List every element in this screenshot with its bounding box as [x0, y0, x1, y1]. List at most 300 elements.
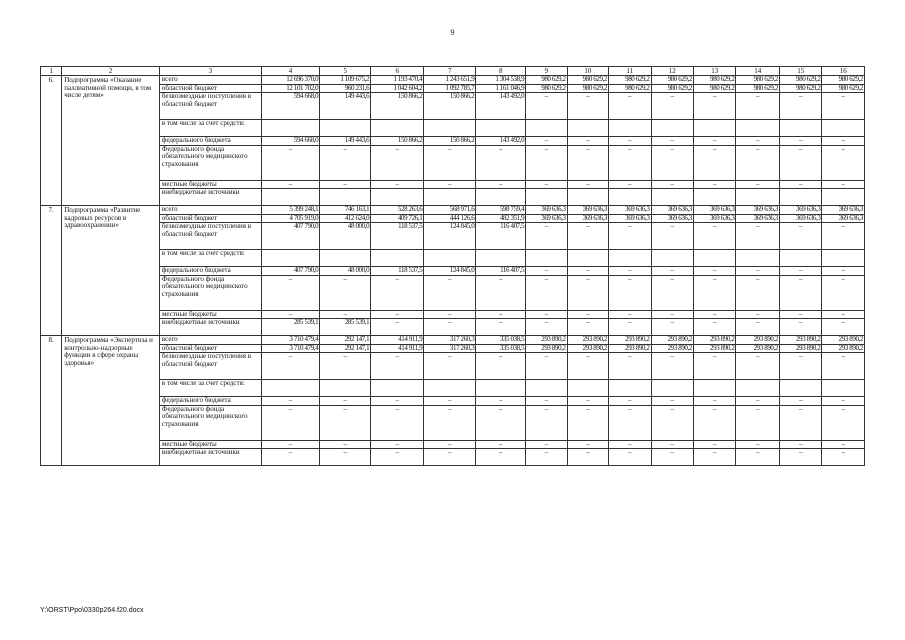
value-cell [779, 380, 821, 397]
value-cell [371, 120, 424, 137]
value-cell: – [779, 180, 821, 189]
value-cell: 292 147,1 [320, 336, 371, 345]
value-cell: – [736, 449, 780, 466]
value-cell: – [651, 319, 693, 336]
value-cell: – [526, 180, 567, 189]
value-cell: – [476, 275, 526, 310]
column-header-1: 1 [41, 67, 62, 76]
value-cell: – [609, 449, 651, 466]
value-cell: – [476, 440, 526, 449]
value-cell: 335 038,5 [476, 336, 526, 345]
value-cell [609, 189, 651, 206]
value-cell [424, 120, 476, 137]
value-cell [320, 380, 371, 397]
value-cell: 960 231,6 [320, 84, 371, 93]
value-cell: 414 911,9 [371, 336, 424, 345]
value-cell: 48 000,0 [320, 267, 371, 276]
value-cell: – [424, 180, 476, 189]
table-row [41, 380, 865, 397]
value-cell [526, 120, 567, 137]
page-number: 9 [450, 28, 455, 37]
value-cell: – [526, 137, 567, 146]
value-cell: – [371, 397, 424, 406]
value-cell: 293 890,2 [609, 344, 651, 353]
column-number-header [41, 67, 865, 76]
column-header-9: 9 [526, 67, 567, 76]
table-row [41, 405, 865, 440]
value-cell [609, 380, 651, 397]
subprogram-name: Подпрограмма «Оказание паллиативной помощи, в том числе детям» [62, 76, 160, 206]
value-cell: 369 636,3 [779, 214, 821, 223]
value-cell [261, 189, 319, 206]
value-cell [651, 250, 693, 267]
value-cell: – [371, 449, 424, 466]
value-cell: – [261, 397, 319, 406]
value-cell [567, 120, 608, 137]
value-cell: 292 147,1 [320, 344, 371, 353]
table-row [41, 93, 865, 120]
value-cell [567, 250, 608, 267]
value-cell: 980 629,2 [651, 84, 693, 93]
funding-source-label: всего [159, 336, 261, 345]
value-cell: – [693, 319, 735, 336]
funding-source-label: местные бюджеты [159, 440, 261, 449]
value-cell: 980 629,2 [609, 84, 651, 93]
value-cell: – [609, 310, 651, 319]
value-cell: – [822, 310, 865, 319]
value-cell: – [609, 145, 651, 180]
value-cell: 317 260,3 [424, 344, 476, 353]
value-cell: 980 629,2 [779, 84, 821, 93]
value-cell: – [609, 137, 651, 146]
value-cell: – [651, 353, 693, 380]
value-cell: – [651, 137, 693, 146]
value-cell: 149 443,6 [320, 93, 371, 120]
value-cell: 980 629,2 [822, 76, 865, 85]
value-cell [476, 380, 526, 397]
value-cell: 124 845,0 [424, 267, 476, 276]
value-cell: 116 407,5 [476, 267, 526, 276]
value-cell: 1 109 675,2 [320, 76, 371, 85]
value-cell: – [567, 405, 608, 440]
value-cell: – [526, 223, 567, 250]
value-cell: – [424, 319, 476, 336]
value-cell: – [567, 353, 608, 380]
budget-table [40, 66, 865, 466]
value-cell: – [476, 180, 526, 189]
value-cell: – [261, 449, 319, 466]
value-cell: – [320, 353, 371, 380]
value-cell: – [476, 145, 526, 180]
value-cell: – [822, 275, 865, 310]
value-cell: 980 629,2 [651, 76, 693, 85]
value-cell: – [567, 267, 608, 276]
value-cell: – [609, 180, 651, 189]
value-cell: – [779, 223, 821, 250]
value-cell: – [567, 223, 608, 250]
value-cell: 369 636,3 [822, 214, 865, 223]
value-cell [736, 189, 780, 206]
value-cell: – [609, 93, 651, 120]
value-cell: 1 042 604,2 [371, 84, 424, 93]
value-cell [779, 189, 821, 206]
value-cell: – [736, 397, 780, 406]
value-cell: 369 636,3 [693, 206, 735, 215]
file-path-footer: Y:\ORST\Ppo\0330p264.f20.docx [40, 607, 144, 614]
value-cell: 980 629,2 [736, 84, 780, 93]
funding-source-label: всего [159, 76, 261, 85]
column-header-6: 6 [371, 67, 424, 76]
value-cell [822, 250, 865, 267]
value-cell: – [526, 449, 567, 466]
value-cell: 407 790,0 [261, 223, 319, 250]
value-cell: – [736, 223, 780, 250]
table-row [41, 344, 865, 353]
value-cell: – [651, 440, 693, 449]
value-cell [261, 380, 319, 397]
value-cell: – [736, 405, 780, 440]
value-cell: – [261, 145, 319, 180]
value-cell [476, 120, 526, 137]
value-cell: 293 890,2 [693, 336, 735, 345]
funding-source-label: федерального бюджета [159, 137, 261, 146]
value-cell: – [779, 275, 821, 310]
value-cell: – [651, 405, 693, 440]
value-cell: – [526, 310, 567, 319]
value-cell: 482 351,9 [476, 214, 526, 223]
column-header-15: 15 [779, 67, 821, 76]
value-cell [567, 189, 608, 206]
value-cell: 293 890,2 [736, 344, 780, 353]
value-cell [609, 250, 651, 267]
subprogram-name: Подпрограмма «Развитие кадровых ресурсов в здравоохранении» [62, 206, 160, 336]
value-cell [261, 120, 319, 137]
value-cell: – [261, 275, 319, 310]
column-header-5: 5 [320, 67, 371, 76]
value-cell [736, 250, 780, 267]
value-cell: – [736, 353, 780, 380]
table-row [41, 275, 865, 310]
value-cell: 369 636,3 [609, 214, 651, 223]
value-cell: – [822, 440, 865, 449]
value-cell: – [261, 353, 319, 380]
value-cell: 1 161 046,9 [476, 84, 526, 93]
value-cell: 293 890,2 [693, 344, 735, 353]
value-cell: – [822, 353, 865, 380]
value-cell: – [779, 310, 821, 319]
value-cell: – [736, 275, 780, 310]
value-cell: – [371, 275, 424, 310]
value-cell: – [693, 440, 735, 449]
funding-source-label: в том числе за счет средств: [159, 250, 261, 267]
value-cell: – [261, 180, 319, 189]
funding-source-label: Федерального фонда обязательного медицинского страхования [159, 145, 261, 180]
section-number: 8. [41, 336, 62, 466]
table-row [41, 214, 865, 223]
value-cell: – [779, 319, 821, 336]
value-cell: – [526, 267, 567, 276]
value-cell: – [693, 267, 735, 276]
value-cell: – [320, 405, 371, 440]
value-cell: 293 890,2 [526, 336, 567, 345]
value-cell: 5 399 248,1 [261, 206, 319, 215]
value-cell [779, 250, 821, 267]
value-cell: 1 193 470,4 [371, 76, 424, 85]
value-cell [736, 120, 780, 137]
funding-source-label: безвозмездные поступления в областной бюджет [159, 223, 261, 250]
value-cell: – [693, 353, 735, 380]
value-cell: 293 890,2 [779, 336, 821, 345]
value-cell: – [693, 449, 735, 466]
value-cell: – [526, 319, 567, 336]
value-cell [371, 189, 424, 206]
value-cell: – [526, 275, 567, 310]
table-row [41, 397, 865, 406]
value-cell: – [476, 310, 526, 319]
value-cell: 568 971,6 [424, 206, 476, 215]
column-header-10: 10 [567, 67, 608, 76]
value-cell [609, 120, 651, 137]
value-cell: – [822, 449, 865, 466]
value-cell: – [609, 267, 651, 276]
value-cell: – [822, 93, 865, 120]
funding-source-label: внебюджетные источники [159, 319, 261, 336]
table-row [41, 180, 865, 189]
value-cell: – [261, 310, 319, 319]
value-cell [822, 380, 865, 397]
value-cell: – [651, 275, 693, 310]
value-cell: 118 537,5 [371, 223, 424, 250]
column-header-2: 2 [62, 67, 160, 76]
value-cell: 48 000,0 [320, 223, 371, 250]
value-cell: 285 539,1 [261, 319, 319, 336]
value-cell: – [567, 397, 608, 406]
value-cell [651, 120, 693, 137]
value-cell: 116 407,5 [476, 223, 526, 250]
value-cell: – [822, 180, 865, 189]
value-cell: – [779, 449, 821, 466]
value-cell: 369 636,3 [567, 214, 608, 223]
value-cell: – [736, 180, 780, 189]
value-cell: – [609, 353, 651, 380]
funding-source-label: в том числе за счет средств: [159, 120, 261, 137]
value-cell: – [609, 319, 651, 336]
value-cell: – [693, 145, 735, 180]
value-cell: – [822, 145, 865, 180]
value-cell: – [567, 310, 608, 319]
value-cell: – [736, 93, 780, 120]
funding-source-label: местные бюджеты [159, 310, 261, 319]
value-cell: 293 890,2 [651, 344, 693, 353]
value-cell: – [371, 310, 424, 319]
funding-source-label: местные бюджеты [159, 180, 261, 189]
value-cell: – [693, 275, 735, 310]
value-cell: – [651, 267, 693, 276]
value-cell: – [371, 145, 424, 180]
value-cell [320, 250, 371, 267]
funding-source-label: внебюджетные источники [159, 189, 261, 206]
table-row [41, 137, 865, 146]
value-cell: – [651, 93, 693, 120]
value-cell: – [609, 223, 651, 250]
table-row [41, 206, 865, 215]
section-number: 6. [41, 76, 62, 206]
value-cell: – [822, 137, 865, 146]
value-cell: 1 243 651,9 [424, 76, 476, 85]
value-cell [693, 250, 735, 267]
value-cell: 124 845,0 [424, 223, 476, 250]
value-cell: – [651, 223, 693, 250]
column-header-14: 14 [736, 67, 780, 76]
value-cell: – [526, 145, 567, 180]
value-cell: – [693, 310, 735, 319]
value-cell: – [320, 397, 371, 406]
section-number: 7. [41, 206, 62, 336]
value-cell: – [424, 275, 476, 310]
value-cell: – [476, 397, 526, 406]
value-cell [320, 189, 371, 206]
value-cell [693, 189, 735, 206]
table-row [41, 189, 865, 206]
value-cell: – [476, 353, 526, 380]
value-cell: – [371, 353, 424, 380]
value-cell: – [609, 440, 651, 449]
value-cell: 369 636,3 [567, 206, 608, 215]
value-cell: – [609, 405, 651, 440]
value-cell: 3 710 479,4 [261, 336, 319, 345]
value-cell: 598 759,4 [476, 206, 526, 215]
value-cell: – [476, 319, 526, 336]
value-cell: – [567, 93, 608, 120]
value-cell [261, 250, 319, 267]
value-cell: 150 866,2 [371, 93, 424, 120]
value-cell: 293 890,2 [567, 336, 608, 345]
value-cell [424, 189, 476, 206]
value-cell: 293 890,2 [822, 344, 865, 353]
value-cell: 528 263,6 [371, 206, 424, 215]
value-cell: 980 629,2 [779, 76, 821, 85]
value-cell: – [609, 397, 651, 406]
value-cell: – [526, 93, 567, 120]
value-cell: – [736, 440, 780, 449]
value-cell: – [779, 145, 821, 180]
column-header-11: 11 [609, 67, 651, 76]
value-cell: 369 636,3 [651, 206, 693, 215]
value-cell: 412 624,0 [320, 214, 371, 223]
value-cell: – [526, 397, 567, 406]
value-cell: 407 790,0 [261, 267, 319, 276]
value-cell: – [371, 319, 424, 336]
funding-source-label: Федерального фонда обязательного медицинского страхования [159, 275, 261, 310]
table-row [41, 440, 865, 449]
value-cell: – [424, 397, 476, 406]
value-cell: – [567, 137, 608, 146]
value-cell: – [526, 353, 567, 380]
value-cell: 369 636,3 [651, 214, 693, 223]
value-cell: – [822, 397, 865, 406]
value-cell: – [567, 449, 608, 466]
value-cell: 369 636,3 [526, 214, 567, 223]
value-cell: – [822, 405, 865, 440]
table-row [41, 353, 865, 380]
funding-source-label: областной бюджет [159, 214, 261, 223]
table-row [41, 336, 865, 345]
value-cell: – [261, 405, 319, 440]
value-cell [320, 120, 371, 137]
table-row [41, 250, 865, 267]
value-cell: 594 668,0 [261, 137, 319, 146]
value-cell: 980 629,2 [567, 84, 608, 93]
value-cell: – [693, 180, 735, 189]
value-cell: 293 890,2 [609, 336, 651, 345]
table-row [41, 223, 865, 250]
value-cell: 414 911,9 [371, 344, 424, 353]
value-cell [651, 189, 693, 206]
value-cell: – [822, 319, 865, 336]
table-row [41, 449, 865, 466]
value-cell: – [526, 405, 567, 440]
value-cell [693, 120, 735, 137]
funding-source-label: внебюджетные источники [159, 449, 261, 466]
value-cell: 1 304 538,9 [476, 76, 526, 85]
table-row [41, 319, 865, 336]
value-cell: – [320, 310, 371, 319]
value-cell: – [320, 180, 371, 189]
value-cell: – [651, 310, 693, 319]
column-header-8: 8 [476, 67, 526, 76]
value-cell [736, 380, 780, 397]
column-header-4: 4 [261, 67, 319, 76]
value-cell: – [424, 449, 476, 466]
value-cell: 293 890,2 [779, 344, 821, 353]
value-cell: – [424, 353, 476, 380]
table-row [41, 120, 865, 137]
value-cell: 3 710 479,4 [261, 344, 319, 353]
value-cell [371, 380, 424, 397]
value-cell: 12 696 370,0 [261, 76, 319, 85]
value-cell: – [567, 145, 608, 180]
value-cell: – [779, 353, 821, 380]
value-cell: 980 629,2 [693, 76, 735, 85]
column-header-12: 12 [651, 67, 693, 76]
value-cell: – [651, 449, 693, 466]
value-cell [822, 120, 865, 137]
value-cell: 369 636,3 [736, 214, 780, 223]
value-cell: 149 443,6 [320, 137, 371, 146]
value-cell: 1 092 785,7 [424, 84, 476, 93]
value-cell: 12 101 702,0 [261, 84, 319, 93]
value-cell: – [736, 145, 780, 180]
value-cell: 980 629,2 [609, 76, 651, 85]
value-cell [779, 120, 821, 137]
value-cell: – [651, 397, 693, 406]
value-cell: 4 705 919,0 [261, 214, 319, 223]
funding-source-label: в том числе за счет средств: [159, 380, 261, 397]
value-cell: – [779, 440, 821, 449]
value-cell: 980 629,2 [822, 84, 865, 93]
value-cell: – [736, 310, 780, 319]
value-cell [476, 189, 526, 206]
value-cell: – [693, 397, 735, 406]
value-cell [526, 250, 567, 267]
value-cell: 143 492,0 [476, 137, 526, 146]
value-cell [567, 380, 608, 397]
value-cell: – [567, 180, 608, 189]
column-header-3: 3 [159, 67, 261, 76]
value-cell: – [567, 319, 608, 336]
value-cell [526, 189, 567, 206]
value-cell: 285 539,1 [320, 319, 371, 336]
